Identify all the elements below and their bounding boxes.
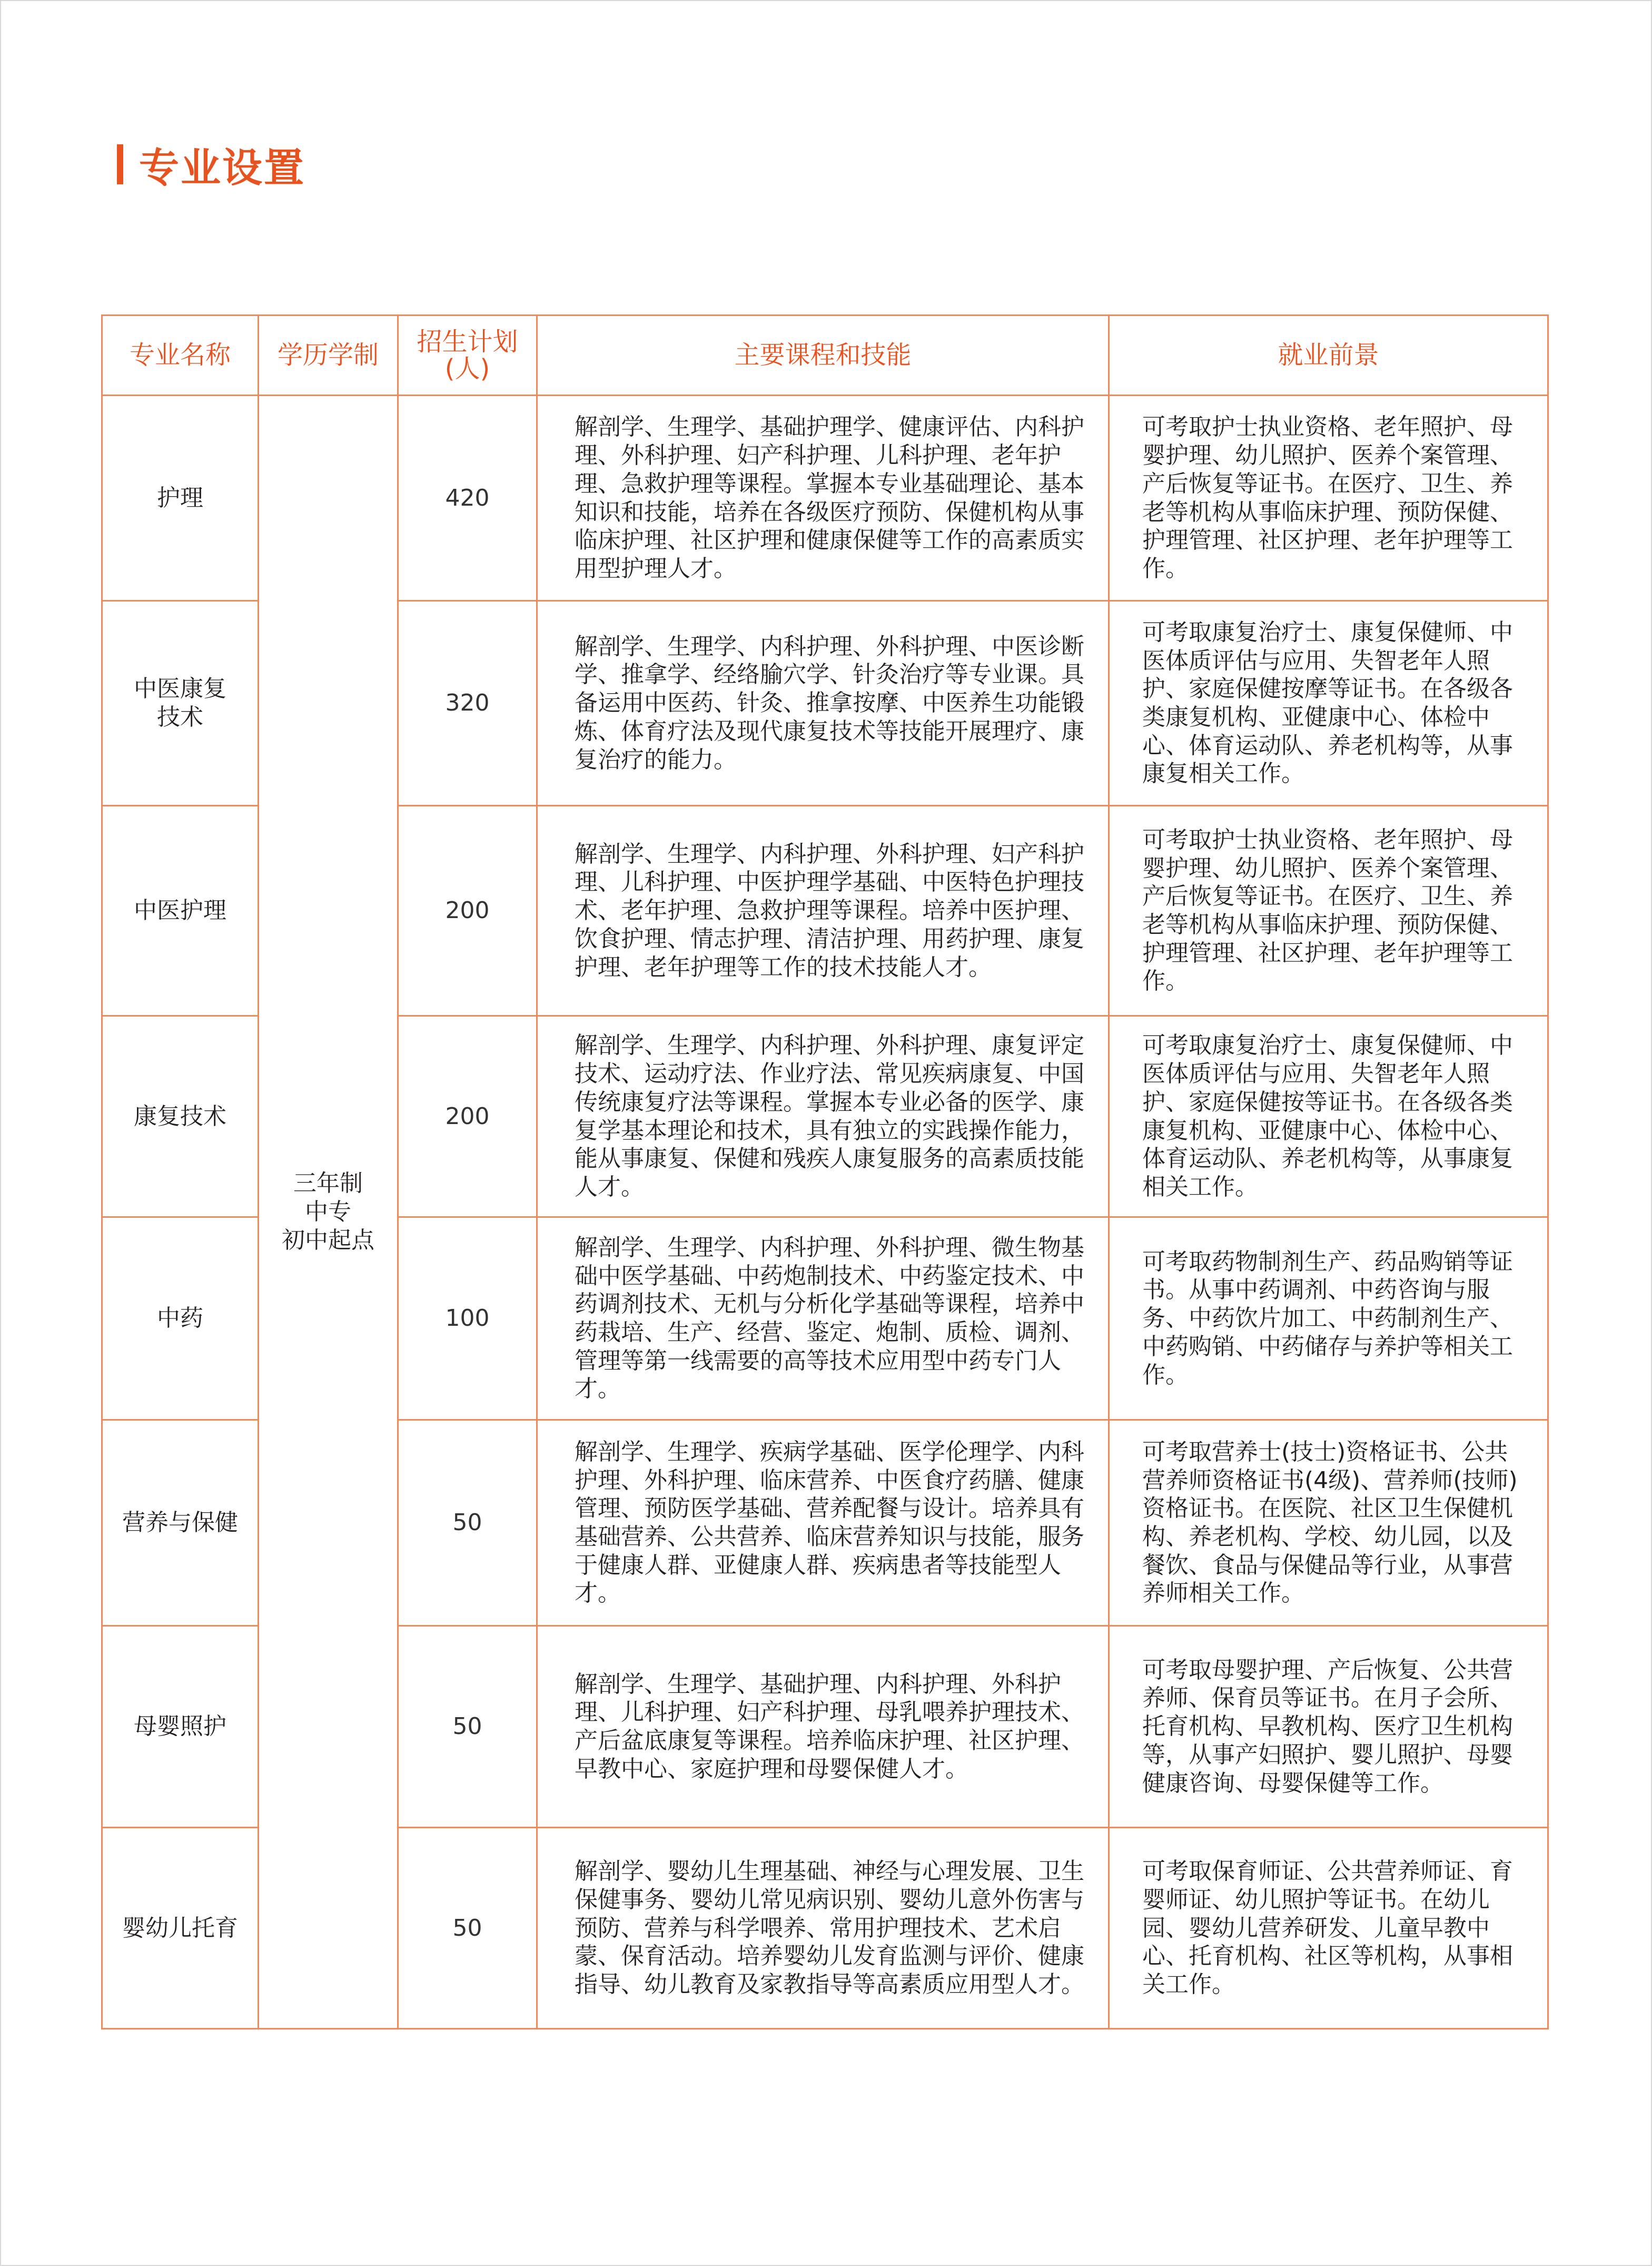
- employment-text: 可考取康复治疗士、康复保健师、中医体质评估与应用、失智老年人照护、家庭保健按摩等证书。在各级各类康复机构、亚健康中心、体检中心、体育运动队、养老机构等，从事康复相关工作。: [1109, 601, 1548, 806]
- program-name-cell: [102, 1217, 259, 1420]
- education-system-cell: [259, 396, 398, 2029]
- program-name: 中医康复: [134, 675, 226, 703]
- enrollment-plan: 420: [398, 396, 537, 601]
- program-name-cell: [102, 601, 259, 806]
- employment-text: 可考取保育师证、公共营养师证、育婴师证、幼儿照护等证书。在幼儿园、婴幼儿营养研发、儿童早教中心、托育机构、社区等机构，从事相关工作。: [1109, 1828, 1548, 2029]
- section-accent-bar: [117, 144, 123, 184]
- section-title: 专业设置: [139, 144, 305, 191]
- employment-text: 可考取护士执业资格、老年照护、母婴护理、幼儿照护、医养个案管理、产后恢复等证书。在医疗、卫生、养老等机构从事临床护理、预防保健、护理管理、社区护理、老年护理等工作。: [1109, 806, 1548, 1016]
- program-name: 中医护理: [134, 897, 226, 924]
- employment-text: 可考取药物制剂生产、药品购销等证书。从事中药调剂、中药咨询与服务、中药饮片加工、中药制剂生产、中药购销、中药储存与养护等相关工作。: [1109, 1217, 1548, 1420]
- program-name: 中药: [157, 1305, 203, 1332]
- program-name: 护理: [157, 484, 203, 511]
- program-name-cell: [102, 1828, 259, 2029]
- program-name-cell: [102, 1016, 259, 1217]
- enrollment-plan: 100: [398, 1217, 537, 1420]
- courses-text: 解剖学、生理学、内科护理、外科护理、微生物基础中医学基础、中药炮制技术、中药鉴定技术、中药调剂技术、无机与分析化学基础等课程，培养中药栽培、生产、经营、鉴定、炮制、质检、调剂、管理等第一线需要的高等技术应用型中药专门人才。: [537, 1217, 1109, 1420]
- courses-text: 解剖学、生理学、基础护理学、健康评估、内科护理、外科护理、妇产科护理、儿科护理、老年护理、急救护理等课程。掌握本专业基础理论、基本知识和技能，培养在各级医疗预防、保健机构从事临床护理、社区护理和健康保健等工作的高素质实用型护理人才。: [537, 396, 1109, 601]
- header-plan: [398, 316, 537, 396]
- enrollment-plan: 50: [398, 1828, 537, 2029]
- programs-table: [101, 314, 1549, 2029]
- header-employment: 就业前景: [1109, 316, 1548, 396]
- courses-text: 解剖学、生理学、内科护理、外科护理、康复评定技术、运动疗法、作业疗法、常见疾病康复、中国传统康复疗法等课程。掌握本专业必备的医学、康复学基本理论和技术，具有独立的实践操作能力，能从事康复、保健和残疾人康复服务的高素质技能人才。: [537, 1016, 1109, 1217]
- enrollment-plan: 200: [398, 1016, 537, 1217]
- program-name: 营养与保健: [122, 1509, 238, 1536]
- table-row: [102, 396, 1548, 601]
- enrollment-plan: 200: [398, 806, 537, 1016]
- employment-text: 可考取护士执业资格、老年照护、母婴护理、幼儿照护、医养个案管理、产后恢复等证书。在医疗、卫生、养老等机构从事临床护理、预防保健、护理管理、社区护理、老年护理等工作。: [1109, 396, 1548, 601]
- table-header-row: [102, 316, 1548, 396]
- education-line1: 三年制: [293, 1170, 363, 1197]
- header-plan-line1: 招生计划: [417, 327, 518, 357]
- header-education: 学历学制: [259, 316, 398, 396]
- program-name: 母婴照护: [134, 1713, 226, 1740]
- header-plan-line2: (人): [444, 353, 490, 383]
- courses-text: 解剖学、生理学、内科护理、外科护理、妇产科护理、儿科护理、中医护理学基础、中医特色护理技术、老年护理、急救护理等课程。培养中医护理、饮食护理、情志护理、清洁护理、用药护理、康复护理、老年护理等工作的技术技能人才。: [537, 806, 1109, 1016]
- header-name: 专业名称: [102, 316, 259, 396]
- program-name-line2: 技术: [157, 704, 203, 731]
- courses-text: 解剖学、婴幼儿生理基础、神经与心理发展、卫生保健事务、婴幼儿常见病识别、婴幼儿意外伤害与预防、营养与科学喂养、常用护理技术、艺术启蒙、保育活动。培养婴幼儿发育监测与评价、健康指导、幼儿教育及家教指导等高素质应用型人才。: [537, 1828, 1109, 2029]
- courses-text: 解剖学、生理学、疾病学基础、医学伦理学、内科护理、外科护理、临床营养、中医食疗药膳、健康管理、预防医学基础、营养配餐与设计。培养具有基础营养、公共营养、临床营养知识与技能，服务于健康人群、亚健康人群、疾病患者等技能型人才。: [537, 1420, 1109, 1626]
- employment-text: 可考取康复治疗士、康复保健师、中医体质评估与应用、失智老年人照护、家庭保健按等证书。在各级各类康复机构、亚健康中心、体检中心、体育运动队、养老机构等，从事康复相关工作。: [1109, 1016, 1548, 1217]
- program-name: 婴幼儿托育: [122, 1914, 238, 1942]
- education-line3: 初中起点: [282, 1226, 374, 1254]
- enrollment-plan: 320: [398, 601, 537, 806]
- program-name-cell: [102, 396, 259, 601]
- enrollment-plan: 50: [398, 1420, 537, 1626]
- employment-text: 可考取营养士(技士)资格证书、公共营养师资格证书(4级)、营养师(技师)资格证书。在医院、社区卫生保健机构、养老机构、学校、幼儿园，以及餐饮、食品与保健品等行业，从事营养师相关工作。: [1109, 1420, 1548, 1626]
- program-name-cell: [102, 806, 259, 1016]
- program-name-cell: [102, 1626, 259, 1828]
- program-name-cell: [102, 1420, 259, 1626]
- employment-text: 可考取母婴护理、产后恢复、公共营养师、保育员等证书。在月子会所、托育机构、早教机构、医疗卫生机构等，从事产妇照护、婴儿照护、母婴健康咨询、母婴保健等工作。: [1109, 1626, 1548, 1828]
- section-header: [117, 138, 305, 191]
- education-line2: 中专: [305, 1198, 351, 1226]
- courses-text: 解剖学、生理学、内科护理、外科护理、中医诊断学、推拿学、经络腧穴学、针灸治疗等专业课。具备运用中医药、针灸、推拿按摩、中医养生功能锻炼、体育疗法及现代康复技术等技能开展理疗、康复治疗的能力。: [537, 601, 1109, 806]
- header-courses: 主要课程和技能: [537, 316, 1109, 396]
- enrollment-plan: 50: [398, 1626, 537, 1828]
- courses-text: 解剖学、生理学、基础护理、内科护理、外科护理、儿科护理、妇产科护理、母乳喂养护理技术、产后盆底康复等课程。培养临床护理、社区护理、早教中心、家庭护理和母婴保健人才。: [537, 1626, 1109, 1828]
- program-name: 康复技术: [134, 1102, 226, 1130]
